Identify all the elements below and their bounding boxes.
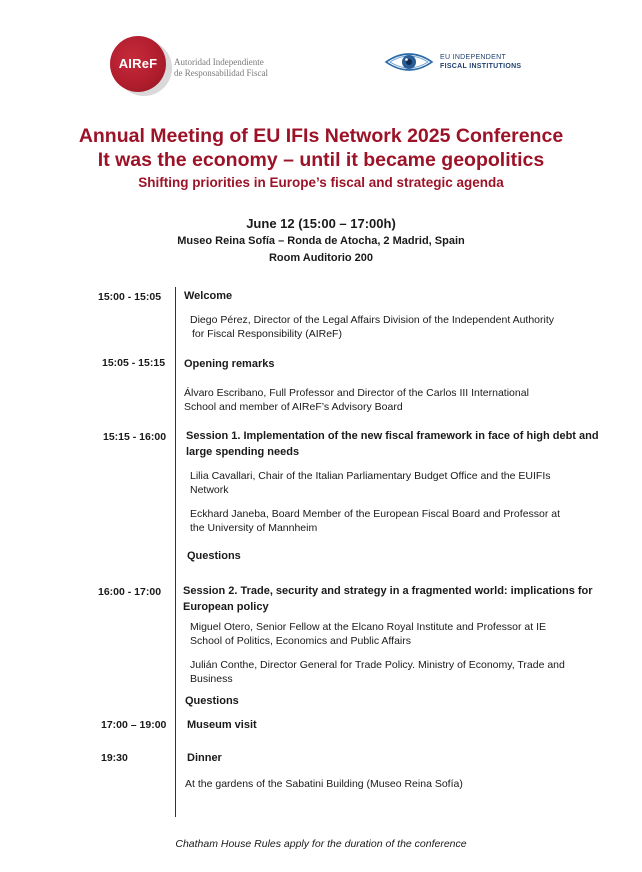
- session-title: Opening remarks: [184, 358, 275, 370]
- session-title-line: large spending needs: [186, 446, 300, 458]
- conference-tagline: It was the economy – until it became geopolitics: [97, 149, 545, 171]
- session-title-line: European policy: [183, 601, 269, 613]
- speaker-line: School of Politics, Economics and Public Affairs: [190, 634, 411, 647]
- conference-titles: [0, 124, 642, 192]
- airef-logo: [110, 36, 310, 96]
- dinner-detail: At the gardens of the Sabatini Building (Museo Reina Sofía): [185, 778, 463, 790]
- session-title: Welcome: [184, 290, 233, 302]
- speaker-line: Diego Pérez, Director of the Legal Affairs Division of the Independent Authority: [190, 314, 555, 326]
- slot-time: 17:00 – 19:00: [101, 719, 167, 731]
- session-title: [183, 583, 607, 615]
- session-title: [186, 428, 610, 460]
- euifi-name-line1: EU INDEPENDENT: [440, 54, 507, 61]
- speaker: [190, 314, 600, 341]
- speaker: [190, 470, 600, 497]
- event-date: June 12 (15:00 – 17:00h): [246, 216, 396, 231]
- slot-time: 19:30: [101, 752, 128, 764]
- speaker: [190, 621, 600, 648]
- session-title: Museum visit: [187, 719, 257, 731]
- speaker-line: the University of Mannheim: [190, 521, 318, 534]
- speaker-line: School and member of AIReF’s Advisory Board: [184, 400, 403, 413]
- airef-name-line1: Autoridad Independiente: [174, 57, 264, 67]
- speaker-line: Miguel Otero, Senior Fellow at the Elcano Royal Institute and Professor at IE: [190, 621, 547, 633]
- slot-time: 15:00 - 15:05: [98, 291, 162, 303]
- speaker-line: Julián Conthe, Director General for Trade Policy. Ministry of Economy, Trade and: [190, 659, 565, 671]
- euifi-logo: [384, 48, 564, 78]
- conference-subtitle: Shifting priorities in Europe’s fiscal and strategic agenda: [138, 175, 504, 190]
- airef-logo-name: [174, 57, 268, 79]
- speaker-line: Álvaro Escribano, Full Professor and Director of the Carlos III International: [184, 387, 529, 399]
- agenda-divider: [175, 287, 176, 817]
- questions-label: Questions: [185, 695, 239, 707]
- airef-logo-mark: AIReF: [118, 56, 158, 71]
- slot-time: 15:15 - 16:00: [103, 431, 167, 443]
- session-title-line: Session 1. Implementation of the new fiscal framework in face of high debt and: [186, 430, 599, 442]
- speaker-line: for Fiscal Responsibility (AIReF): [192, 327, 342, 340]
- speaker-line: Eckhard Janeba, Board Member of the European Fiscal Board and Professor at: [190, 508, 561, 520]
- speaker: [184, 387, 594, 414]
- session-title: Dinner: [187, 752, 222, 764]
- airef-name-line2: de Responsabilidad Fiscal: [174, 68, 268, 78]
- speaker: [190, 659, 600, 686]
- session-title-line: Session 2. Trade, security and strategy in a fragmented world: implications for: [183, 585, 593, 597]
- speaker-line: Business: [190, 672, 233, 685]
- euifi-logo-name: [440, 53, 521, 71]
- footer-note: Chatham House Rules apply for the duration of the conference: [175, 838, 467, 850]
- conference-title: Annual Meeting of EU IFIs Network 2025 Conference: [78, 125, 564, 147]
- eye-icon: [384, 50, 434, 74]
- questions-label: Questions: [187, 550, 241, 562]
- speaker-line: Lilia Cavallari, Chair of the Italian Parliamentary Budget Office and the EUIFIs: [190, 470, 551, 482]
- speaker: [190, 508, 600, 535]
- slot-time: 16:00 - 17:00: [98, 586, 162, 598]
- event-room: Room Auditorio 200: [268, 252, 374, 264]
- euifi-name-line2: FISCAL INSTITUTIONS: [440, 63, 522, 70]
- event-venue: Museo Reina Sofía – Ronda de Atocha, 2 Madrid, Spain: [177, 235, 465, 247]
- slot-time: 15:05 - 15:15: [102, 357, 166, 369]
- speaker-line: Network: [190, 483, 229, 496]
- event-meta: [0, 215, 642, 267]
